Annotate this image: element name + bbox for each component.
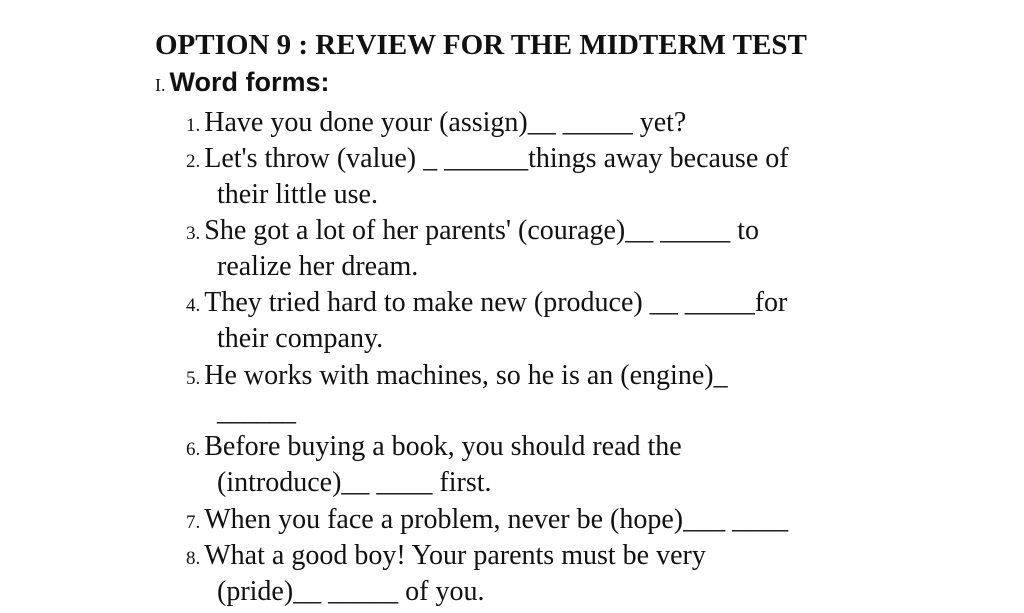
item-number: 4. xyxy=(186,295,201,316)
exercise-item-3 xyxy=(186,217,759,245)
exercise-item-4 xyxy=(186,289,787,317)
exercise-item-7 xyxy=(186,506,788,534)
section-heading xyxy=(155,69,330,96)
exercise-item-5-continuation: ______ xyxy=(217,396,295,427)
item-number: 5. xyxy=(186,368,201,389)
item-text: They tried hard to make new (produce) __ _____for xyxy=(204,287,788,318)
exercise-item-3-continuation: realize her dream. xyxy=(217,251,419,282)
item-text: She got a lot of her parents' (courage)__ _____ to xyxy=(204,215,760,246)
exercise-item-1 xyxy=(186,109,686,137)
section-number: I. xyxy=(155,75,166,95)
exercise-item-6-continuation: (introduce)__ ____ first. xyxy=(217,467,492,498)
item-text: When you face a problem, never be (hope)___ ____ xyxy=(204,504,789,535)
exercise-item-5 xyxy=(186,362,728,390)
exercise-item-2 xyxy=(186,145,789,173)
section-label: Word forms: xyxy=(169,67,330,97)
item-text: He works with machines, so he is an (engine)_ xyxy=(204,360,728,391)
item-text: Have you done your (assign)__ _____ yet? xyxy=(204,107,687,138)
exercise-item-8-continuation: (pride)__ _____ of you. xyxy=(217,576,485,607)
exercise-item-2-continuation: their little use. xyxy=(217,179,378,210)
item-number: 2. xyxy=(186,151,201,172)
exercise-item-4-continuation: their company. xyxy=(217,323,384,354)
item-text: Let's throw (value) _ ______things away because of xyxy=(204,143,789,174)
item-text: Before buying a book, you should read the xyxy=(204,431,682,462)
item-number: 6. xyxy=(186,439,201,460)
item-number: 1. xyxy=(186,115,201,136)
page-title: OPTION 9 : REVIEW FOR THE MIDTERM TEST xyxy=(155,29,807,61)
item-number: 3. xyxy=(186,223,201,244)
item-number: 8. xyxy=(186,548,201,569)
item-text: What a good boy! Your parents must be very xyxy=(204,540,706,571)
exercise-item-8 xyxy=(186,542,706,570)
exercise-item-6 xyxy=(186,433,682,461)
item-number: 7. xyxy=(186,512,201,533)
